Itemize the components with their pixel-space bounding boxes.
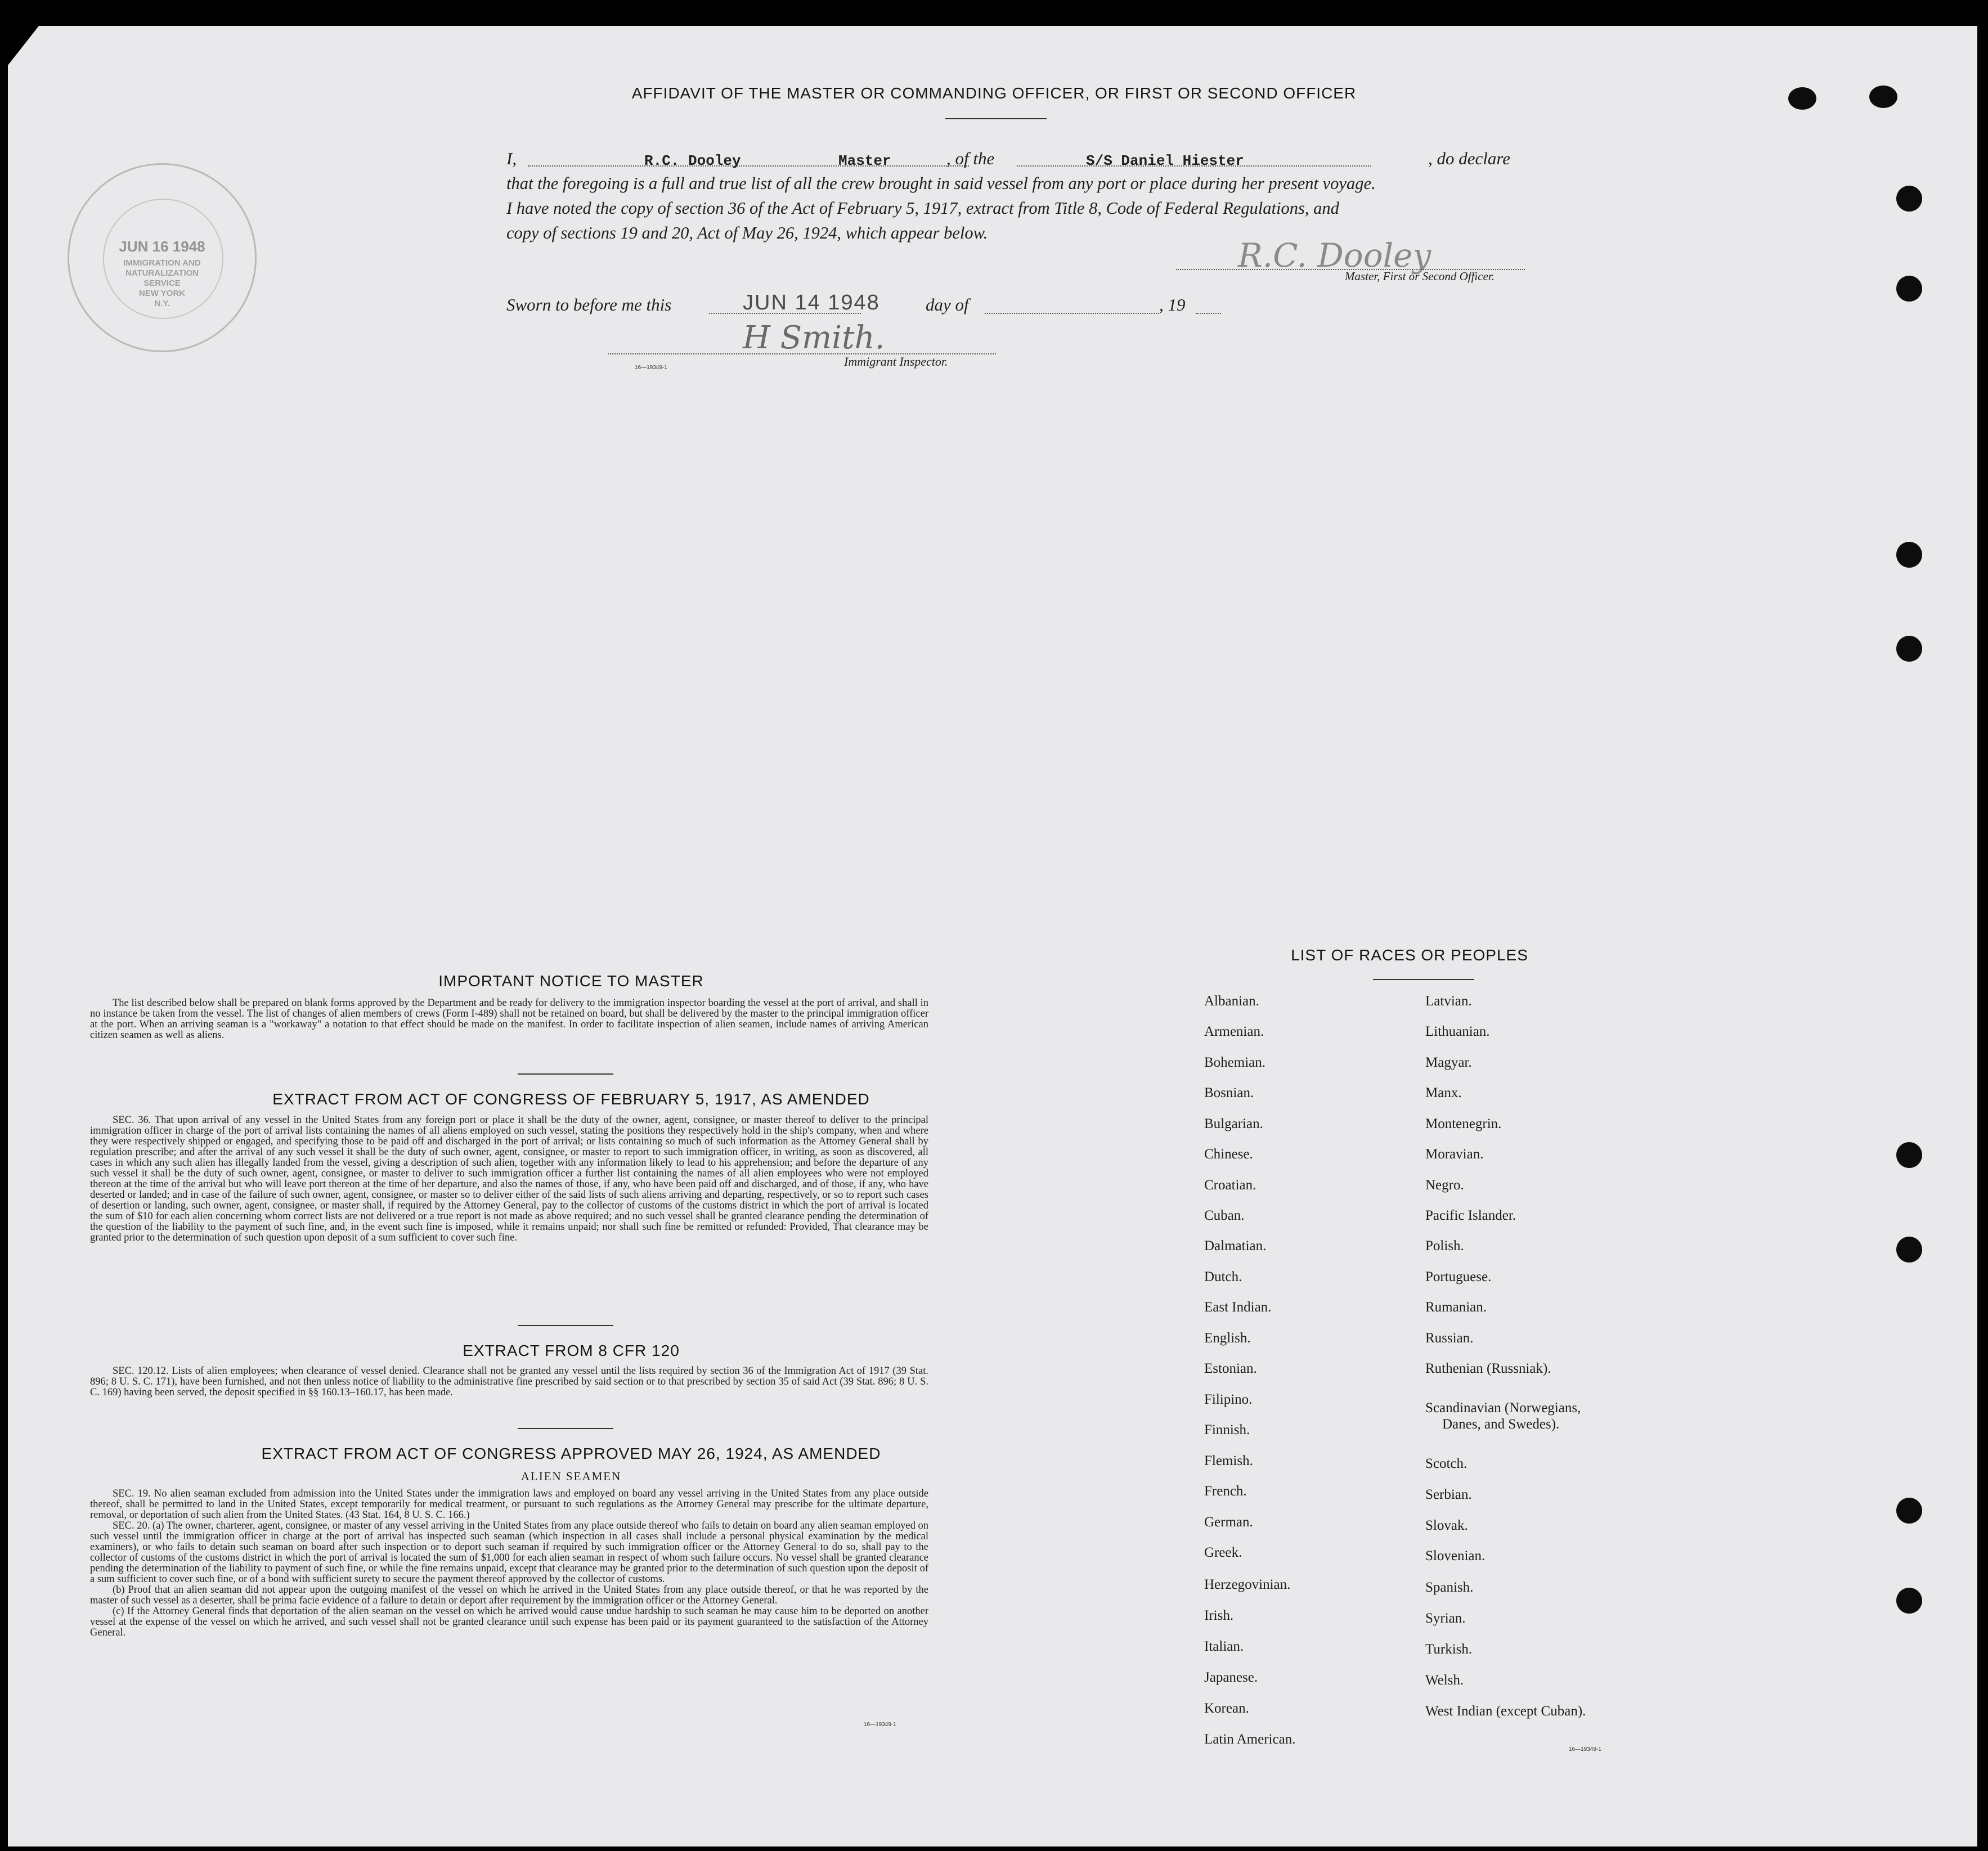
- extract-1917-paragraph: SEC. 36. That upon arrival of any vessel in the United States from any foreign port or place it shall be the duty of the owner, agent, consignee, or master thereof to deliver to the principal immigration officer in charge of the port of arrival lists containing the names of all aliens employed on such vessel, stating the positions they respectively hold in the ship's company, when and where they were respectively shipped or engaged, and specifying those to be paid off and discharged in the port of arrival; or lists containing so much of such information as the Attorney General shall by regulation prescribe; and after the arrival of any such vessel it shall be the duty of such owner, agent, consignee, or master to report to such immigration officer, in writing, as soon as discovered, all cases in which any such alien has illegally landed from the vessel, giving a description of such alien, together with any information likely to lead to his apprehension; and before the departure of any such vessel it shall be the duty of such owner, agent, consignee, or master to deliver to such immigration officer a further list containing the names of all alien employees who were not employed thereon at the time of the arrival but who will leave port thereon at the time of her departure, and also the names of those, if any, who have been paid off and discharged, and of those, if any, who have deserted or landed; and in case of the failure of such owner, agent, consignee, or master so to deliver either of the said lists of such aliens arriving and departing, respectively, or so to report such cases of desertion or landing, such owner, agent, consignee, or master shall, if required by the Attorney General, pay to the collector of customs of the customs district in which the port of arrival is located the sum of $10 for each alien concerning whom correct lists are not delivered or a true report is not made as above required; and no such vessel shall be granted clearance pending the determination of the question of the liability to the payment of such fine, and, in the event such fine is imposed, while it remains unpaid; nor shall such fine be remitted or refunded: Provided, That clearance may be granted prior to the determination of such question upon deposit of a sum sufficient to cover such fine.: [90, 1115, 928, 1243]
- race-item: Negro.: [1425, 1178, 1464, 1193]
- race-item: Ruthenian (Russniak).: [1425, 1361, 1551, 1376]
- race-item: Syrian.: [1425, 1611, 1466, 1626]
- race-item: Bulgarian.: [1204, 1116, 1263, 1131]
- race-item: French.: [1204, 1484, 1247, 1499]
- race-item: Latvian.: [1425, 994, 1472, 1009]
- race-item: Dalmatian.: [1204, 1238, 1267, 1254]
- of-the-label: , of the: [946, 149, 995, 168]
- master-signature: R.C. Dooley: [1238, 236, 1431, 275]
- year-prefix-label: , 19: [1159, 295, 1186, 315]
- race-item: Welsh.: [1425, 1673, 1464, 1688]
- race-item: Latin American.: [1204, 1732, 1296, 1747]
- race-item: Bosnian.: [1204, 1085, 1254, 1100]
- form-number: 16—19349-1: [1569, 1746, 1601, 1753]
- race-item: Armenian.: [1204, 1024, 1264, 1039]
- binder-hole: [1896, 542, 1922, 568]
- extract-1924-paragraph: SEC. 19. No alien seaman excluded from admission into the United States under the immigration laws and employed on board any vessel arriving in the United States from any place outside thereof, shall be permitted to land in the United States, except temporarily for medical treatment, or pursuant to such regulations as the Attorney General may prescribe for the ultimate departure, removal, or deportation of such alien from the United States. (43 Stat. 164, 8 U. S. C. 166.): [90, 1488, 928, 1521]
- notice-body: [90, 998, 928, 1041]
- race-item: Slovak.: [1425, 1518, 1468, 1533]
- extract-1924-subtitle: ALIEN SEAMEN: [520, 1470, 622, 1483]
- extract-1924-paragraph: (b) Proof that an alien seaman did not appear upon the outgoing manifest of the vessel on which he arrived in the United States from any place outside thereof, or that he was reported by the master of such vessel as a deserter, shall be prima facie evidence of a failure to detain or deport after requirement by the immigration officer or the Attorney General.: [90, 1584, 928, 1606]
- race-item: Cuban.: [1204, 1208, 1245, 1223]
- binder-hole: [1896, 276, 1922, 302]
- race-item: Scandinavian (Norwegians,: [1425, 1400, 1581, 1416]
- race-item: Polish.: [1425, 1238, 1464, 1254]
- binder-hole: [1896, 1498, 1922, 1524]
- stamp-line: SERVICE: [143, 278, 181, 288]
- race-item: Dutch.: [1204, 1269, 1242, 1284]
- binder-hole: [1896, 1142, 1922, 1168]
- race-item: Croatian.: [1204, 1178, 1256, 1193]
- race-item: Serbian.: [1425, 1487, 1472, 1502]
- binder-hole: [1896, 1588, 1922, 1614]
- binder-hole: [1896, 186, 1922, 212]
- affidavit-title: AFFIDAVIT OF THE MASTER OR COMMANDING OFFICER, OR FIRST OR SECOND OFFICER: [631, 84, 1357, 102]
- stamp-line: NEW YORK: [138, 289, 186, 298]
- race-item: Greek.: [1204, 1545, 1242, 1560]
- race-item: Lithuanian.: [1425, 1024, 1490, 1039]
- inspector-label: Immigrant Inspector.: [844, 354, 948, 369]
- race-item: Albanian.: [1204, 994, 1259, 1009]
- stamp-date: JUN 16 1948: [119, 238, 205, 255]
- master-signature-label: Master, First or Second Officer.: [1345, 269, 1495, 283]
- stamp-line: N.Y.: [154, 299, 170, 308]
- race-item: Filipino.: [1204, 1392, 1253, 1407]
- affidavit-line-4: copy of sections 19 and 20, Act of May 26, 1924, which appear below.: [506, 223, 988, 242]
- i-label: I,: [506, 149, 517, 168]
- extract-1917-body: [90, 1115, 928, 1243]
- race-item: English.: [1204, 1331, 1251, 1346]
- stamp-line: NATURALIZATION: [125, 268, 199, 278]
- stamp-line: IMMIGRATION AND: [123, 258, 201, 268]
- affidavit-line-3: I have noted the copy of section 36 of the Act of February 5, 1917, extract from Title 8, Code of Federal Regulations, and: [506, 199, 1339, 218]
- race-item: Magyar.: [1425, 1055, 1472, 1070]
- race-item: Estonian.: [1204, 1361, 1257, 1376]
- race-item: Russian.: [1425, 1331, 1474, 1346]
- day-of-label: day of: [926, 295, 969, 315]
- notice-title: IMPORTANT NOTICE TO MASTER: [438, 972, 704, 990]
- do-declare-label: , do declare: [1428, 149, 1511, 168]
- race-item: West Indian (except Cuban).: [1425, 1704, 1586, 1719]
- binder-hole: [1896, 636, 1922, 662]
- affidavit-line-2: that the foregoing is a full and true list of all the crew brought in said vessel from any port or place during her present voyage.: [506, 174, 1376, 193]
- master-name-value: R.C. Dooley: [644, 152, 741, 169]
- extract-1924-body: [90, 1489, 928, 1638]
- race-item: Moravian.: [1425, 1147, 1484, 1162]
- form-number: 16—19349-1: [635, 365, 667, 371]
- race-item: Finnish.: [1204, 1422, 1250, 1437]
- race-item: Scotch.: [1425, 1456, 1468, 1471]
- race-item: Montenegrin.: [1425, 1116, 1502, 1131]
- race-item: Herzegovinian.: [1204, 1577, 1291, 1592]
- race-item: German.: [1204, 1515, 1253, 1530]
- extract-1924-paragraph: (c) If the Attorney General finds that deportation of the alien seaman on the vessel on which he arrived would cause undue hardship to such seaman he may cause him to be deported on another vessel at the expense of the vessel on which he arrived, and such vessel shall not be granted clearance until such expense has been paid or its payment guaranteed to the satisfaction of the Attorney General.: [90, 1606, 928, 1638]
- race-item: Turkish.: [1425, 1642, 1473, 1657]
- notice-paragraph: The list described below shall be prepared on blank forms approved by the Department and be ready for delivery to the immigration inspector boarding the vessel at the port of arrival, and shall in no instance be taken from the vessel. The list of changes of alien members of crews (Form I-489) shall not be retained on board, but shall be delivered by the master to the principal immigration officer at the port. When an arriving seaman is a "workaway" a notation to that effect should be made on the manifest. In order to facilitate inspection of alien seamen, include names of arriving American citizen seamen as well as aliens.: [90, 998, 928, 1041]
- race-item: Manx.: [1425, 1085, 1462, 1100]
- race-item: Chinese.: [1204, 1147, 1253, 1162]
- race-item: Spanish.: [1425, 1580, 1474, 1595]
- immigration-receipt-stamp: [68, 163, 257, 352]
- race-item: Bohemian.: [1204, 1055, 1266, 1070]
- rank-value: Master: [838, 152, 891, 169]
- race-item: Rumanian.: [1425, 1300, 1487, 1315]
- race-item: Slovenian.: [1425, 1548, 1486, 1564]
- extract-cfr-body: [90, 1366, 928, 1398]
- form-number: 16—19349-1: [864, 1722, 896, 1728]
- race-item: Pacific Islander.: [1425, 1208, 1516, 1223]
- race-item: Japanese.: [1204, 1670, 1258, 1685]
- race-item: Danes, and Swedes).: [1442, 1417, 1560, 1432]
- extract-1924-paragraph: SEC. 20. (a) The owner, charterer, agent, consignee, or master of any vessel arriving in the United States from any place outside thereof who fails to detain on board any alien seaman employed on such vessel until the immigration officer in charge at the port of arrival has inspected such seaman (which inspection in all cases shall include a personal physical examination by the medical examiners), or who fails to detain such seaman on board after such inspection or to deport such seaman if required by such immigration officer or the Attorney General to do so, shall pay to the collector of customs of the customs district in which the port of arrival is located the sum of $1,000 for each alien seaman in respect of whom such failure occurs. No vessel shall be granted clearance pending the determination of the liability to payment of such fine, or while the fine remains unpaid, except that clearance may be granted prior to the determination of such question upon the deposit of a sum sufficient to cover such fine, or of a bond with sufficient surety to secure the payment thereof approved by the collector of customs.: [90, 1520, 928, 1585]
- extract-1924-title: EXTRACT FROM ACT OF CONGRESS APPROVED MAY 26, 1924, AS AMENDED: [261, 1445, 881, 1462]
- race-item: Korean.: [1204, 1701, 1249, 1716]
- extract-cfr-paragraph: SEC. 120.12. Lists of alien employees; when clearance of vessel denied. Clearance shall not be granted any vessel until the lists required by section 36 of the Immigration Act of 1917 (39 Stat. 896; 8 U. S. C. 171), have been furnished, and not then unless notice of liability to the administrative fine prescribed by said section or to that prescribed by section 35 of said Act (39 Stat. 896; 8 U. S. C. 169) having been served, the deposit specified in §§ 160.13–160.17, has been made.: [90, 1365, 928, 1398]
- sworn-date-stamp: JUN 14 1948: [743, 291, 880, 315]
- races-title: LIST OF RACES OR PEOPLES: [1291, 946, 1528, 964]
- race-item: Portuguese.: [1425, 1269, 1492, 1284]
- race-item: Flemish.: [1204, 1453, 1253, 1468]
- extract-1917-title: EXTRACT FROM ACT OF CONGRESS OF FEBRUARY 5, 1917, AS AMENDED: [272, 1090, 870, 1108]
- vessel-name-value: S/S Daniel Hiester: [1086, 152, 1244, 169]
- race-item: Irish.: [1204, 1608, 1234, 1623]
- inspector-signature: H Smith.: [743, 320, 885, 356]
- race-item: East Indian.: [1204, 1300, 1272, 1315]
- sworn-label: Sworn to before me this: [506, 295, 672, 315]
- extract-cfr-title: EXTRACT FROM 8 CFR 120: [463, 1342, 680, 1359]
- race-item: Italian.: [1204, 1639, 1244, 1654]
- binder-hole: [1896, 1237, 1922, 1263]
